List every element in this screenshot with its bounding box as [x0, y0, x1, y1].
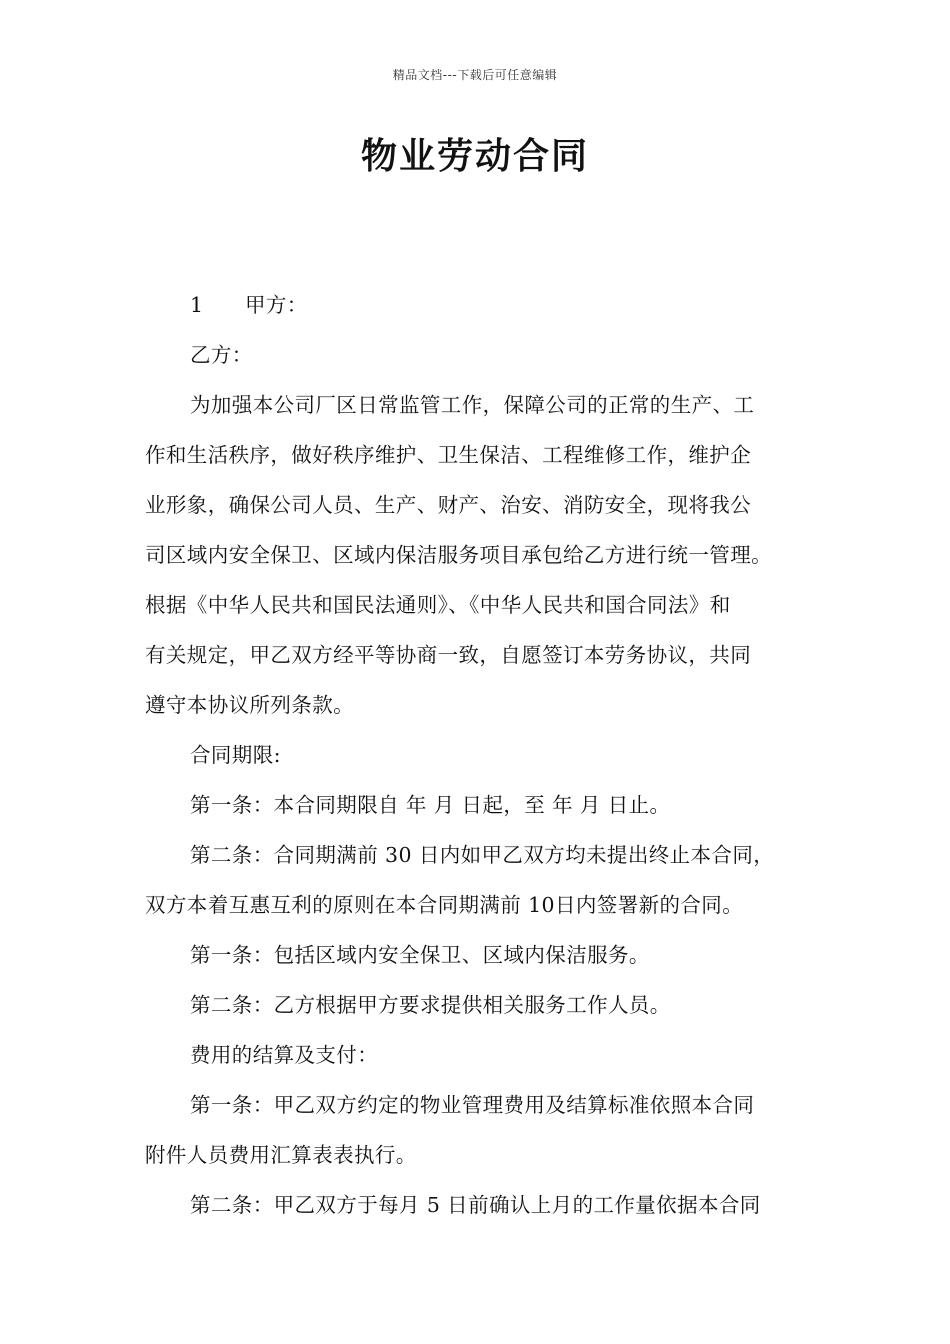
preamble-line: 为加强本公司厂区日常监管工作，保障公司的正常的生产、工 — [190, 393, 755, 417]
section-heading-fees: 费用的结算及支付： — [190, 1043, 379, 1067]
scope-article-1: 第一条：包括区域内安全保卫、区域内保洁服务。 — [190, 943, 650, 967]
preamble-line: 作和生活秩序，做好秩序维护、卫生保洁、工程维修工作，维护企 — [145, 443, 752, 467]
term-article-1: 第一条：本合同期限自 年 月 日起，至 年 月 日止。 — [190, 793, 671, 817]
scope-article-2: 第二条：乙方根据甲方要求提供相关服务工作人员。 — [190, 993, 671, 1017]
preamble-line: 遵守本协议所列条款。 — [145, 693, 354, 717]
party-a-line — [145, 280, 810, 330]
fees-article-2: 第二条：甲乙双方于每月 5 日前确认上月的工作量依据本合同 — [190, 1193, 761, 1217]
header-note: 精品文档---下载后可任意编辑 — [392, 68, 558, 82]
preamble-line: 业形象，确保公司人员、生产、财产、治安、消防安全，现将我公 — [145, 493, 752, 517]
fees-article-1-line: 附件人员费用汇算表表执行。 — [145, 1143, 417, 1167]
preamble-line: 有关规定，甲乙双方经平等协商一致，自愿签订本劳务协议，共同 — [145, 643, 752, 667]
document-body — [145, 280, 810, 1230]
preamble-line: 根据《中华人民共和国民法通则》、《中华人民共和国合同法》和 — [145, 593, 731, 617]
preamble-line: 司区域内安全保卫、区域内保洁服务项目承包给乙方进行统一管理。 — [145, 543, 772, 567]
party-b-line: 乙方： — [190, 343, 253, 367]
party-a-label: 甲方： — [245, 293, 308, 317]
term-article-2-line: 第二条：合同期满前 30 日内如甲乙双方均未提出终止本合同， — [190, 843, 775, 867]
fees-article-1-line: 第一条：甲乙双方约定的物业管理费用及结算标准依照本合同 — [190, 1093, 755, 1117]
document-title: 物业劳动合同 — [360, 136, 589, 177]
term-article-2-line: 双方本着互惠互利的原则在本合同期满前 10日内签署新的合同。 — [145, 893, 744, 917]
party-a-number: 1 — [190, 293, 204, 317]
section-heading-term: 合同期限: — [190, 743, 281, 767]
